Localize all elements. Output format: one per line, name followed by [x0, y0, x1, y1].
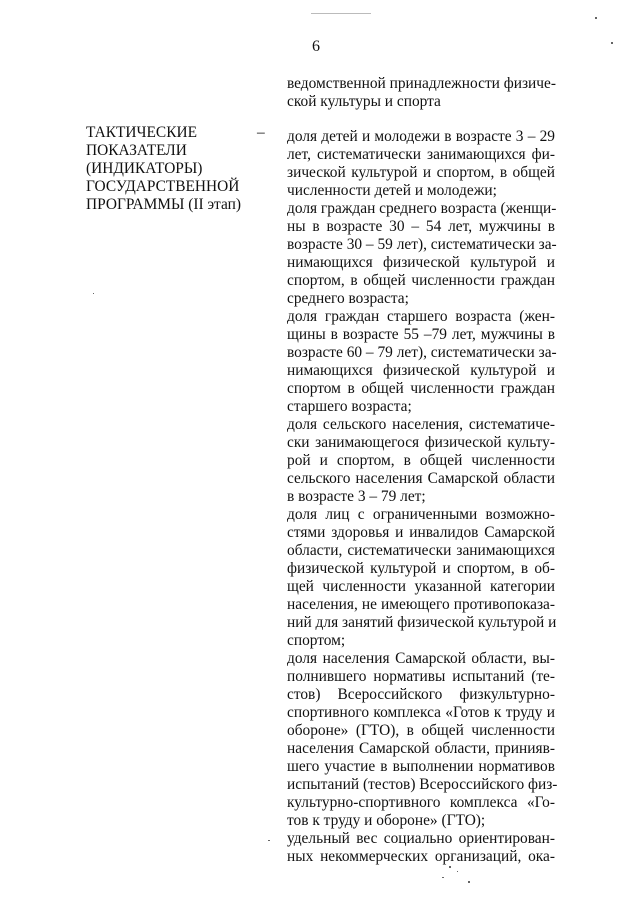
text-line: культурно-спортивного комплекса «Го-: [287, 794, 555, 811]
text-line: полнившего нормативы испытаний (те-: [287, 668, 555, 685]
text-line: испытаний (тестов) Всероссийского физ-: [287, 776, 558, 793]
text-line: спортивного комплекса «Готов к труду и: [287, 704, 555, 721]
text-line: доля граждан старшего возраста (жен-: [287, 308, 555, 325]
scan-speck: [268, 840, 270, 841]
scan-speck: [457, 871, 458, 872]
text-line: возрасте 60 – 79 лет), систематически за-: [287, 344, 557, 361]
text-line: спортом;: [287, 632, 346, 649]
text-line: сельского населения Самарской области: [287, 470, 555, 487]
scan-speck: [468, 881, 470, 883]
text-line: среднего возраста;: [287, 290, 409, 307]
section-label: [86, 124, 256, 214]
scan-speck: [311, 13, 371, 14]
text-line: стов) Всероссийского физкультурно-: [287, 686, 555, 703]
text-line: в возрасте 3 – 79 лет;: [287, 488, 426, 505]
text-line: возрасте 30 – 59 лет), систематически за-: [287, 236, 557, 253]
page-number: 6: [312, 38, 320, 55]
text-line: ны в возрасте 30 – 54 лет, мужчины в: [287, 218, 555, 235]
text-line: удельный вес социально ориентирован-: [287, 830, 555, 847]
text-line: области, систематически занимающихся: [287, 542, 555, 559]
scan-speck: [449, 866, 451, 868]
text-line: лет, систематически занимающихся фи-: [287, 146, 555, 163]
text-line: доля граждан среднего возраста (женщи-: [287, 200, 557, 217]
text-line: щины в возрасте 55 –79 лет, мужчины в: [287, 326, 555, 343]
content-column: [287, 75, 558, 866]
text-line: рой и спортом, в общей численности: [287, 452, 555, 469]
text-line: нимающихся физической культурой и: [287, 362, 555, 379]
text-line: доля детей и молодежи в возрасте 3 – 29: [287, 128, 555, 145]
text-line: численности детей и молодежи;: [287, 182, 497, 199]
text-line: ний для занятий физической культурой и: [287, 614, 557, 631]
text-line: нимающихся физической культурой и: [287, 254, 555, 271]
text-line: физической культурой и спортом, в об-: [287, 560, 555, 577]
text-line: населения Самарской области, принияв-: [287, 740, 555, 757]
section-label-line: ГОСУДАРСТВЕННОЙ: [86, 178, 240, 195]
text-line: старшего возраста;: [287, 398, 412, 415]
text-line: зической культурой и спортом, в общей: [287, 164, 555, 181]
section-label-line: ПОКАЗАТЕЛИ: [86, 142, 187, 159]
indicator-list: [287, 128, 558, 866]
spacer: [287, 111, 555, 128]
scan-speck: [611, 42, 613, 44]
text-line: тов к труду и обороне» (ГТО);: [287, 812, 486, 829]
dash-separator: –: [257, 124, 265, 141]
text-line: ных некоммерческих организаций, ока-: [287, 848, 555, 865]
scan-speck: [93, 293, 94, 294]
section-label-line: ТАКТИЧЕСКИЕ: [86, 124, 197, 141]
intro-line: ведомственной принадлежности физиче-: [287, 75, 556, 92]
section-label-line: (ИНДИКАТОРЫ): [86, 160, 203, 177]
text-line: щей численности указанной категории: [287, 578, 555, 595]
text-line: доля сельского населения, систематиче-: [287, 416, 555, 433]
text-line: стями здоровья и инвалидов Самарской: [287, 524, 555, 541]
text-line: спортом, в общей численности граждан: [287, 272, 555, 289]
text-line: доля лиц с ограниченными возможно-: [287, 506, 555, 523]
text-line: ски занимающегося физической культу-: [287, 434, 555, 451]
intro-line: ской культуры и спорта: [287, 93, 441, 110]
text-line: населения, не имеющего противопоказа-: [287, 596, 555, 613]
text-line: спортом в общей численности граждан: [287, 380, 555, 397]
text-line: доля населения Самарской области, вы-: [287, 650, 555, 667]
text-line: шего участие в выполнении нормативов: [287, 758, 555, 775]
scan-speck: [442, 877, 444, 878]
scan-speck: [595, 17, 597, 19]
section-label-line: ПРОГРАММЫ (II этап): [86, 196, 241, 213]
text-line: обороне» (ГТО), в общей численности: [287, 722, 555, 739]
